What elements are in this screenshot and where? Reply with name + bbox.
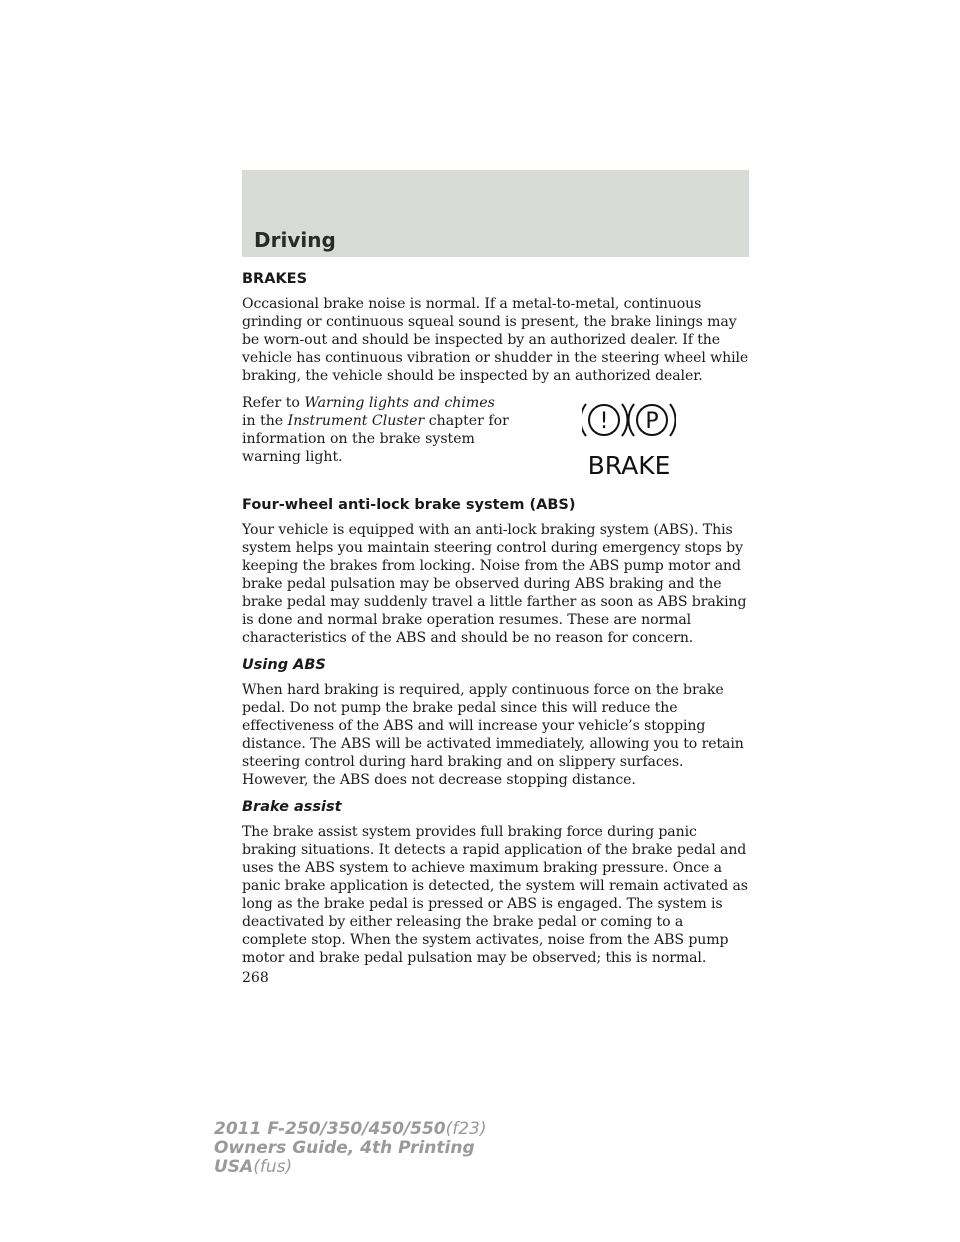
page-content (242, 270, 752, 976)
refer-paragraph: Refer to Warning lights and chimes in the Instrument Cluster chapter for information on the brake system warning light. (242, 395, 509, 465)
brakes-paragraph: Occasional brake noise is normal. If a metal-to-metal, continuous grinding or continuous squeal sound is present, the brake linings may be worn-out and should be inspected by an authorized dealer. If the vehicle has continuous vibration or shudder in the steering wheel while braking, the vehicle should be inspected by an authorized dealer. (242, 296, 749, 384)
section-heading-brakes: BRAKES (242, 271, 308, 287)
footer-region-line: USA(fus) (214, 1157, 293, 1177)
brake-warning-reference (242, 394, 752, 486)
footer-model-line: 2011 F-250/350/450/550(f23) (214, 1119, 487, 1139)
document-footer (214, 1120, 487, 1177)
reference-instrument-cluster: Instrument Cluster (287, 413, 425, 429)
section-heading-abs: Four-wheel anti-lock brake system (ABS) (242, 497, 576, 513)
parking-glyph: P (645, 409, 659, 434)
reference-warning-lights: Warning lights and chimes (304, 395, 495, 411)
footer-guide-line: Owners Guide, 4th Printing (214, 1138, 475, 1158)
exclamation-glyph: ! (599, 409, 609, 434)
subheading-brake-assist: Brake assist (242, 799, 342, 815)
page-number: 268 (242, 970, 269, 986)
abs-paragraph: Your vehicle is equipped with an anti-lock braking system (ABS). This system helps you maintain steering control during emergency stops by keeping the brakes from locking. Noise from the ABS pump motor and brake pedal pulsation may be observed during ABS braking and the brake pedal may suddenly travel a little farther as soon as ABS braking is done and normal brake operation resumes. These are normal characteristics of the ABS and should be no reason for concern. (242, 522, 747, 646)
brake-warning-light-icon (582, 396, 676, 482)
using-abs-paragraph: When hard braking is required, apply continuous force on the brake pedal. Do not pump the brake pedal since this will reduce the effectiveness of the ABS and will increase your vehicle’s stopping distance. The ABS will be activated immediately, allowing you to retain steering control during hard braking and on slippery surfaces. However, the ABS does not decrease stopping distance. (242, 682, 744, 788)
brake-label: BRAKE (587, 451, 671, 480)
chapter-title: Driving (254, 228, 336, 252)
brake-assist-paragraph: The brake assist system provides full braking force during panic braking situations. It detects a rapid application of the brake pedal and uses the ABS system to achieve maximum braking pressure. Once a panic brake application is detected, the system will remain activated as long as the brake pedal is pressed or ABS is engaged. The system is deactivated by either releasing the brake pedal or coming to a complete stop. When the system activates, noise from the ABS pump motor and brake pedal pulsation may be observed; this is normal. (242, 824, 748, 966)
subheading-using-abs: Using ABS (242, 657, 326, 673)
